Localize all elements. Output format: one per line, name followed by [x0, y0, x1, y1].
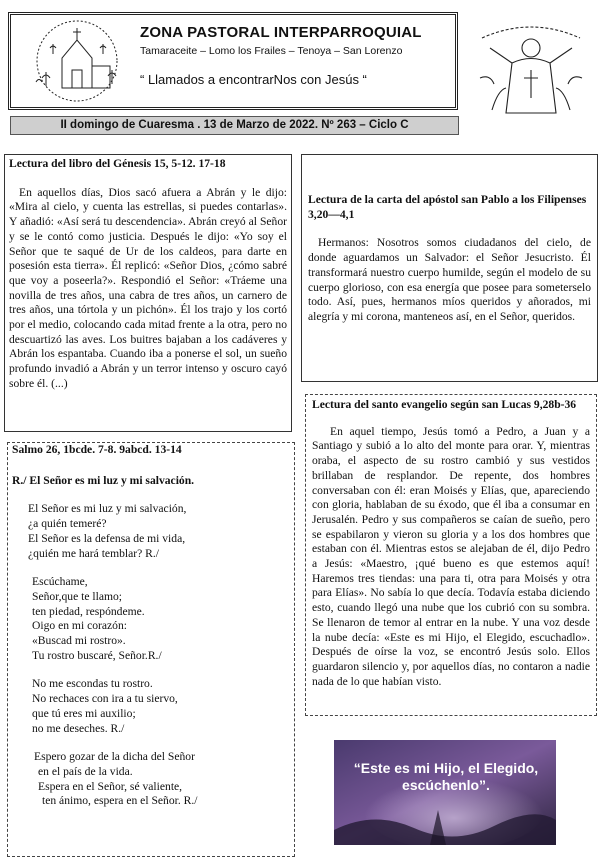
psalm-line: Escúchame,: [32, 575, 88, 589]
psalm-line: «Buscad mi rostro».: [32, 634, 126, 648]
image-caption: “Este es mi Hijo, el Elegido, escúchenlo”.: [353, 760, 539, 793]
parishes-line: Tamaraceite – Lomo los Frailes – Tenoya – San Lorenzo: [140, 45, 403, 57]
church-logo-icon: [22, 18, 132, 104]
gospel-heading: Lectura del santo evangelio según san Lucas 9,28b-36: [312, 398, 577, 411]
psalm-line: El Señor es mi luz y mi salvación,: [28, 502, 187, 516]
psalm-line: ten ánimo, espera en el Señor. R./: [42, 794, 198, 808]
psalm-line: que tú eres mi auxilio;: [32, 706, 136, 720]
psalm-line: Oigo en mi corazón:: [32, 619, 127, 633]
transfiguration-image: [334, 740, 556, 845]
second-reading-heading: Lectura de la carta del apóstol san Pablo a los Filipenses 3,20—4,1: [308, 193, 587, 221]
psalm-line: Espero gozar de la dicha del Señor: [34, 750, 195, 764]
psalm-line: no me deseches. R./: [32, 721, 125, 735]
first-reading-heading: Lectura del libro del Génesis 15, 5-12. 17-18: [9, 157, 226, 170]
second-reading-text: Hermanos: Nosotros somos ciudadanos del cielo, de donde aguardamos un Salvador: el Señor Jesucristo. Él transformará nuestro cuerpo humilde, según el modelo de su cuerpo glorioso, con esa energía que posee para someterselo todo. Así, pues, hermanos míos queridos y añorados, mi alegría y mi corona, manteneos así, en el Señor, queridos.: [308, 236, 591, 323]
second-reading-box: [301, 154, 598, 382]
issue-band: II domingo de Cuaresma . 13 de Marzo de 2022. Nº 263 – Ciclo C: [10, 116, 459, 135]
psalm-line: en el país de la vida.: [38, 764, 133, 778]
psalm-line: ¿quién me hará temblar? R./: [28, 546, 160, 560]
psalm-line: El Señor es la defensa de mi vida,: [28, 531, 186, 545]
first-reading-text: En aquellos días, Dios sacó afuera a Abrán y le dijo: «Mira al cielo, y cuenta las estrellas, si puedes contarlas». Y añadió: «Así será tu descendencia». Abrán creyó al Señor y se le contó como justicia. Después le dijo: «Yo soy el Señor que te saqué de Ur de los caldeos, para darte en posesión esta tierra». Él replicó: «Señor Dios, ¿cómo sabré que voy a poseerla?». Respondió el Señor: «Tráeme una novilla de tres años, una cabra de tres años, un carnero de tres años, una tórtola y un pichón». Él los trajo y los cortó por el medio, colocando cada mitad frente a la otra, pero no descuartizó las aves. Los buitres bajaban a los cadáveres y Abrán los espantaba. Cuando iba a ponerse el sol, un sueño profundo invadió a Abrán y un terror intenso y oscuro cayó sobre él. (...): [9, 185, 287, 390]
christ-illustration-icon: [472, 18, 590, 122]
psalm-stanza: [12, 502, 290, 561]
psalm-line: ¿a quién temeré?: [28, 517, 107, 531]
psalm-line: Señor,que te llamo;: [32, 589, 123, 603]
psalm-response: R./ El Señor es mi luz y mi salvación.: [12, 473, 195, 487]
psalm-stanza: [12, 575, 290, 663]
psalm-line: ten piedad, respóndeme.: [32, 604, 145, 618]
psalm-stanza: [12, 750, 290, 809]
gospel-box: [305, 394, 597, 716]
psalm-heading: Salmo 26, 1bcde. 7-8. 9abcd. 13-14: [12, 443, 182, 456]
psalm-box: [7, 442, 295, 857]
psalm-line: Tu rostro buscaré, Señor.R./: [32, 648, 162, 662]
newsletter-title: ZONA PASTORAL INTERPARROQUIAL: [140, 24, 422, 41]
psalm-line: No rechaces con ira a tu siervo,: [32, 692, 178, 706]
psalm-line: Espera en el Señor, sé valiente,: [38, 779, 183, 793]
gospel-text: En aquel tiempo, Jesús tomó a Pedro, a Juan y a Santiago y subió a lo alto del monte para orar. Y, mientras oraba, el aspecto de su rostro cambió y sus vestidos brillaban de resplandor. De repente, dos hombres conversaban con él: eran Moisés y Elías, que, apareciendo con gloria, hablaban de su éxodo, que él iba a consumar en Jerusalén. Pedro y sus compañeros se caían de sueño, pero se espabilaron y vieron su gloria y a los dos hombres que estaban con él. Mientras estos se alejaban de él, dijo Pedro a Jesús: «Maestro, ¡qué bueno es que estemos aquí! Haremos tres tiendas: una para ti, otra para Moisés y otra para Elías». No sabía lo que decía. Todavía estaba diciendo esto, cuando llegó una nube que los cubrió con su sombra. Se llenaron de temor al entrar en la nube. Y una voz desde la nube decía: «Este es mi Hijo, el Elegido, escuchadlo». Después de oírse la voz, se encontró Jesús solo. Ellos guardaron silencio y, por aquellos días, no contaron a nadie nada de lo que habían visto.: [312, 424, 590, 688]
motto: “ Llamados a encontrarNos con Jesús “: [140, 72, 367, 87]
first-reading-box: [4, 154, 292, 432]
psalm-stanza: [12, 677, 290, 736]
psalm-line: No me escondas tu rostro.: [32, 677, 153, 691]
